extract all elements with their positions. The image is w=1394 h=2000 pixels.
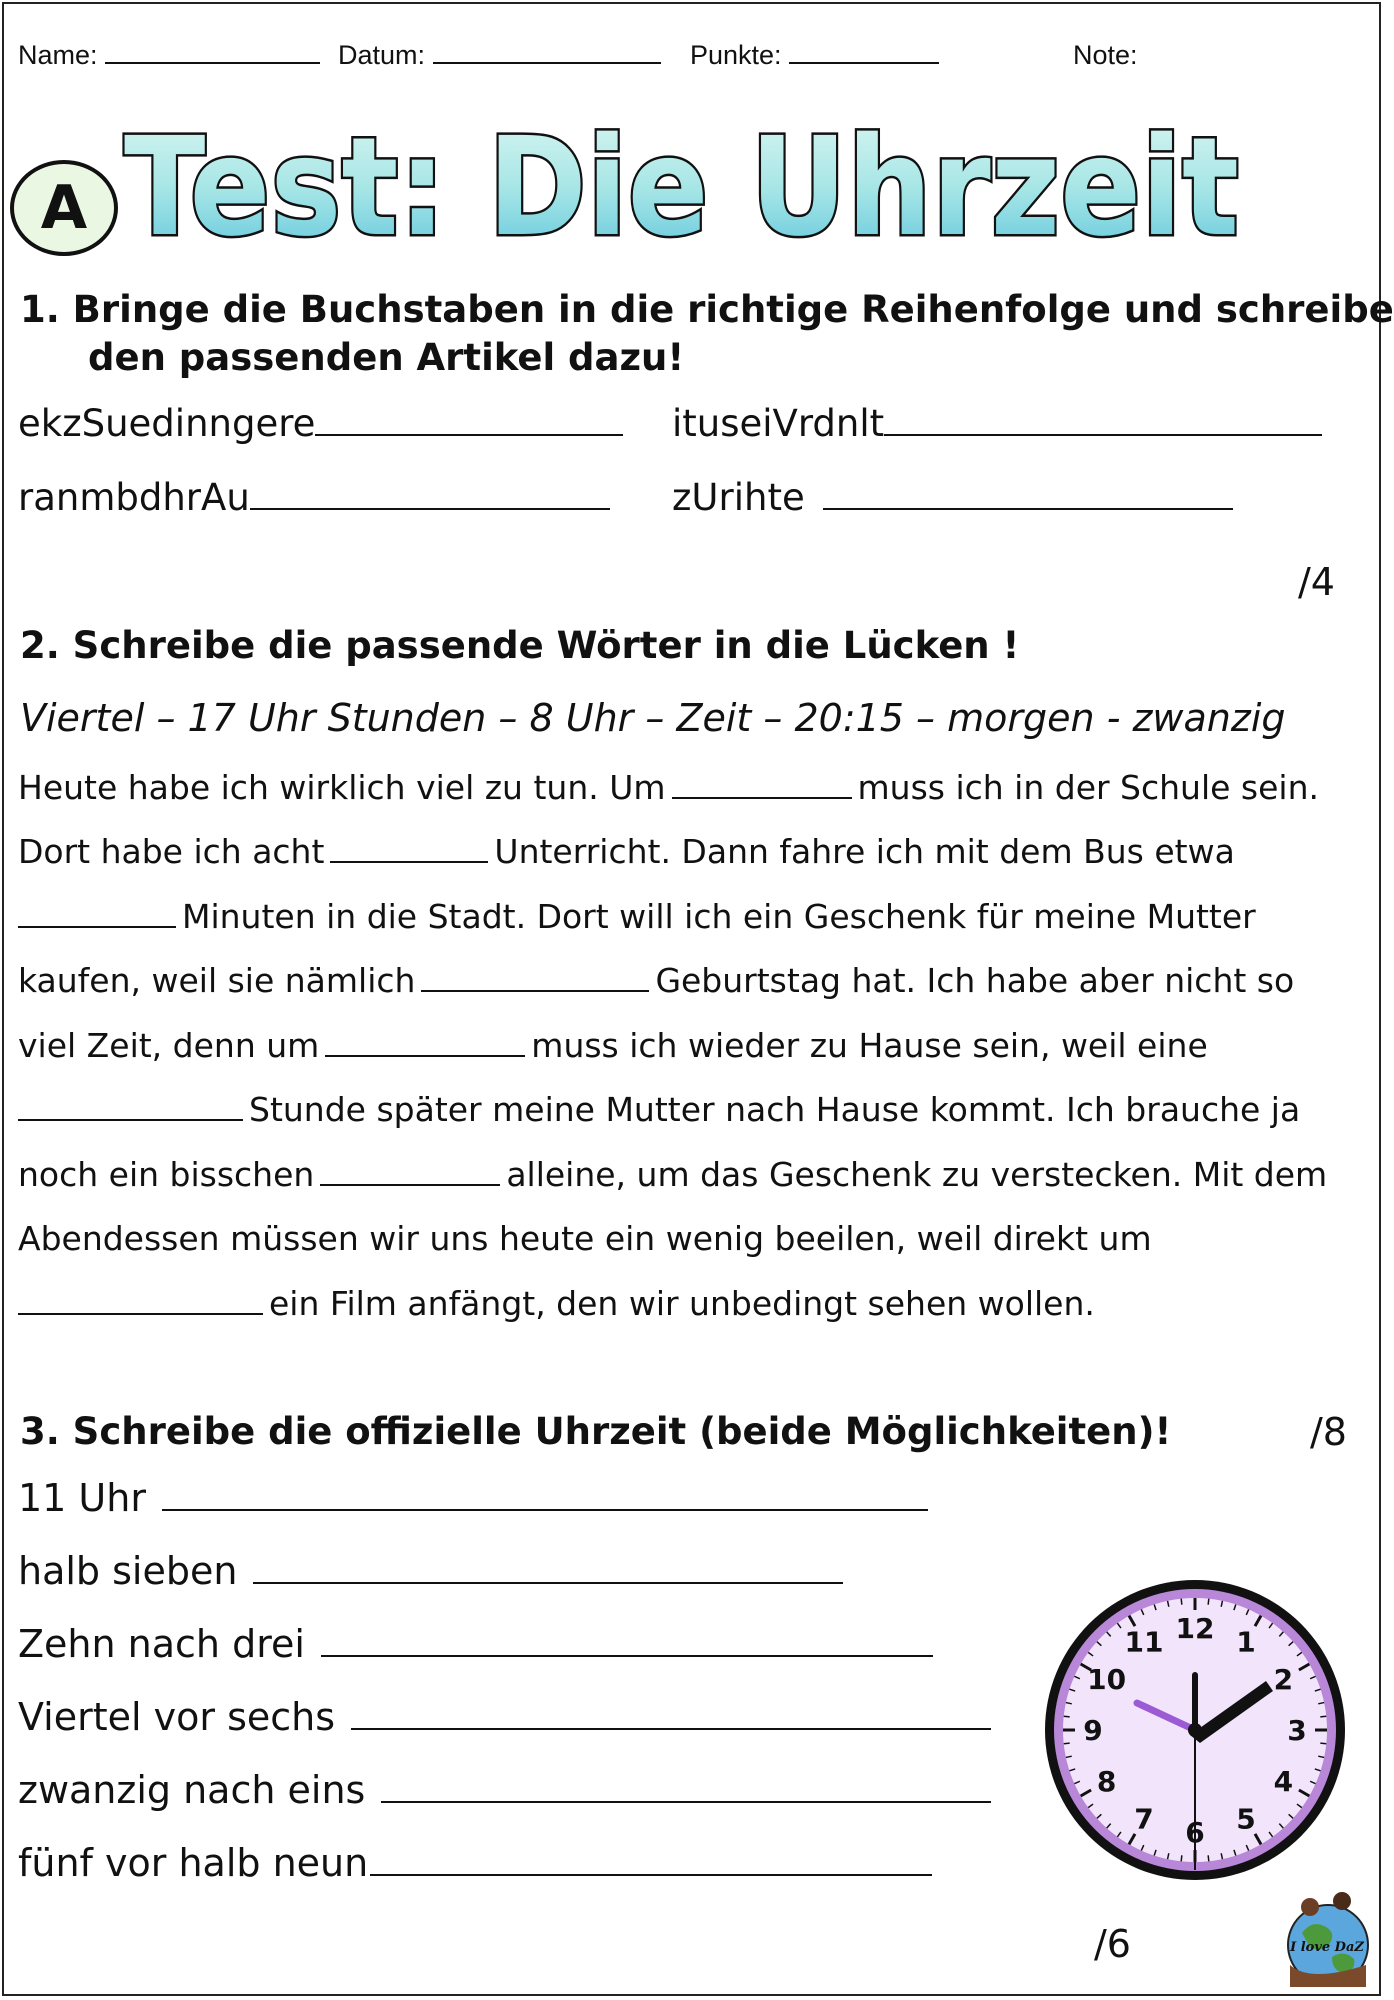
time-item-3[interactable] [18,1622,933,1666]
task3-score-top: /8 [1310,1410,1347,1454]
time-item-2[interactable] [18,1549,843,1593]
scrambled-word: ekzSuedinngere [18,402,316,445]
task2-instruction: 2. Schreibe die passende Wörter in die Lücken ! [20,624,1020,667]
text-segment: Dort habe ich acht [18,832,325,871]
text-line-7 [18,1155,1327,1194]
text-segment: Stunde später meine Mutter nach Hause kommt. Ich brauche ja [249,1090,1301,1129]
task1-item-3[interactable] [18,476,610,519]
text-segment: viel Zeit, denn um [18,1026,320,1065]
text-segment: Unterricht. Dann fahre ich mit dem Bus etwa [494,832,1235,871]
time-phrase: halb sieben [18,1549,238,1593]
text-segment: Heute habe ich wirklich viel zu tun. Um [18,768,666,807]
clock-tick [1320,1716,1326,1717]
text-segment: kaufen, weil sie nämlich [18,961,416,1000]
page-title [118,108,1248,267]
text-line-6 [18,1090,1300,1129]
points-line[interactable] [789,61,939,64]
version-badge-label: A [40,173,88,243]
text-segment: muss ich wieder zu Hause sein, weil eine [531,1026,1208,1065]
answer-line[interactable] [321,1654,933,1657]
date-label: Datum: [338,40,426,70]
task1-item-1[interactable] [18,402,623,445]
clock-number: 5 [1236,1802,1256,1836]
clock-number: 11 [1124,1625,1164,1659]
text-segment: noch ein bisschen [18,1155,315,1194]
text-line-3 [18,897,1256,936]
text-line-8: Abendessen müssen wir uns heute ein wenig beeilen, weil direkt um [18,1219,1152,1258]
answer-line[interactable] [250,507,610,510]
time-item-6[interactable] [18,1841,932,1885]
scrambled-word: ituseiVrdnlt [672,402,885,445]
date-field[interactable] [338,40,661,71]
gap-blank[interactable] [18,1312,263,1315]
time-phrase: Viertel vor sechs [18,1695,336,1739]
gap-blank[interactable] [421,989,649,992]
task3-instruction: 3. Schreibe die offizielle Uhrzeit (beide Möglichkeiten)! [20,1410,1172,1453]
clock-center [1188,1723,1202,1737]
i-love-daz-logo [1280,1885,1375,1990]
version-badge [10,160,118,256]
clock-number: 1 [1236,1625,1256,1659]
scrambled-word: ranmbdhrAu [18,476,250,519]
clock-number: 8 [1096,1765,1117,1798]
text-segment: Geburtstag hat. Ich habe aber nicht so [655,961,1295,1000]
text-segment: muss ich in der Schule sein. [857,768,1319,807]
task1-instruction-line2: den passenden Artikel dazu! [88,336,685,379]
task1-score: /4 [1298,560,1335,604]
clock-number: 7 [1134,1802,1154,1836]
gap-blank[interactable] [320,1183,500,1186]
answer-line[interactable] [823,507,1233,510]
grade-field [1073,40,1138,71]
text-segment: ein Film anfängt, den wir unbedingt sehen wollen. [269,1284,1095,1323]
name-label: Name: [18,40,98,70]
time-item-1[interactable] [18,1476,928,1520]
gap-blank[interactable] [330,860,488,863]
page-title-text: Test: Die Uhrzeit [124,109,1239,267]
answer-line[interactable] [162,1508,928,1511]
answer-line[interactable] [315,433,623,436]
time-phrase: zwanzig nach eins [18,1768,366,1812]
clock-tick [1064,1716,1070,1717]
answer-line[interactable] [884,433,1322,436]
answer-line[interactable] [253,1581,843,1584]
time-item-4[interactable] [18,1695,991,1739]
clock-number: 9 [1083,1714,1103,1747]
clock-tick [1181,1599,1182,1605]
clock-number: 4 [1273,1765,1294,1798]
time-phrase: 11 Uhr [18,1476,146,1520]
gap-blank[interactable] [672,796,852,799]
task1-item-2[interactable] [672,402,1322,445]
grade-label: Note: [1073,40,1138,70]
text-line-2 [18,832,1235,871]
task1-item-4[interactable] [672,476,1233,519]
clock-number: 3 [1287,1714,1307,1747]
text-line-5 [18,1026,1208,1065]
clock-tick [1320,1743,1326,1744]
clock-tick [1208,1855,1209,1861]
time-item-5[interactable] [18,1768,991,1812]
points-label: Punkte: [690,40,782,70]
date-line[interactable] [433,61,661,64]
time-phrase: fünf vor halb neun [18,1841,369,1885]
answer-line[interactable] [351,1727,991,1730]
clock-number: 10 [1087,1663,1127,1696]
clock-number: 12 [1175,1612,1215,1645]
clock-number: 6 [1185,1816,1205,1849]
points-field[interactable] [690,40,939,71]
time-phrase: Zehn nach drei [18,1622,305,1666]
answer-line[interactable] [381,1800,991,1803]
answer-line[interactable] [370,1873,932,1876]
clock-tick [1181,1855,1182,1861]
text-line-9 [18,1284,1095,1323]
name-field[interactable] [18,40,320,71]
task3-score-bottom: /6 [1094,1922,1131,1966]
clock-number: 2 [1273,1663,1294,1696]
word-bank: Viertel – 17 Uhr Stunden – 8 Uhr – Zeit – 20:15 – morgen - zwanzig [20,696,1286,740]
text-segment: Minuten in die Stadt. Dort will ich ein Geschenk für meine Mutter [182,897,1256,936]
clock-tick [1064,1743,1070,1744]
text-line-1 [18,768,1319,807]
text-segment: alleine, um das Geschenk zu verstecken. Mit dem [506,1155,1328,1194]
name-line[interactable] [105,61,320,64]
text-line-4 [18,961,1294,1000]
gap-blank[interactable] [325,1054,525,1057]
task1-instruction-line1: 1. Bringe die Buchstaben in die richtige Reihenfolge und schreibe [20,288,1394,331]
scrambled-word: zUrihte [672,476,805,519]
clock-icon [1040,1575,1350,1885]
logo-text: I love DaZ [1290,1940,1364,1955]
clock-tick [1208,1599,1209,1605]
gap-blank[interactable] [18,1118,243,1121]
gap-blank[interactable] [18,925,176,928]
